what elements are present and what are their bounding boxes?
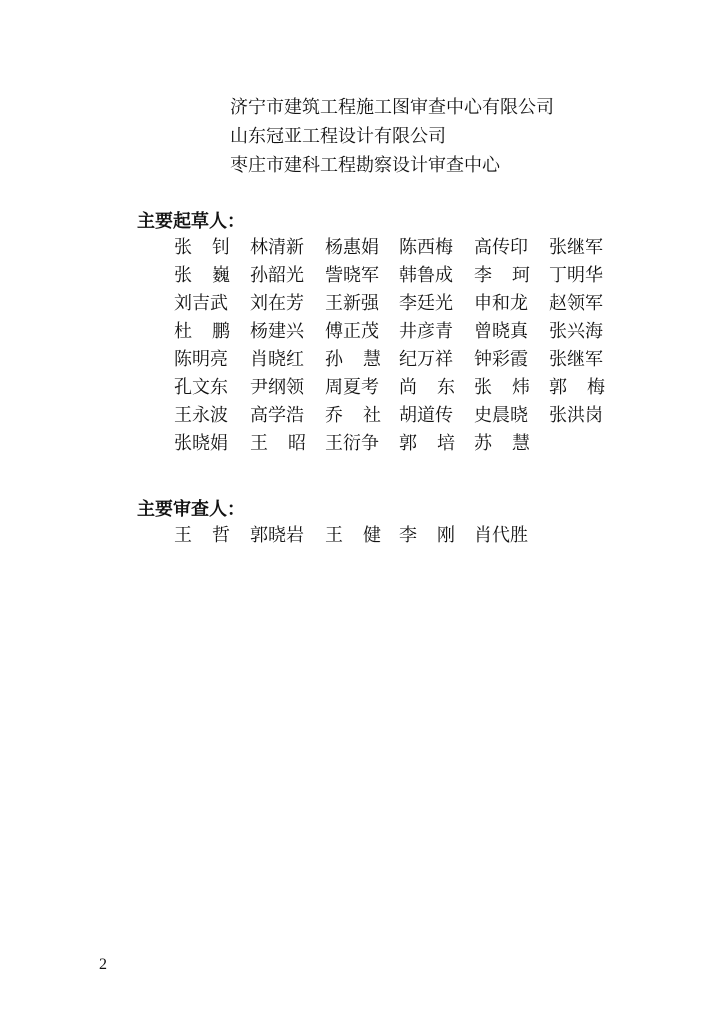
person-name: 訾晓军 bbox=[325, 265, 379, 286]
person-name: 乔 社 bbox=[325, 405, 381, 426]
person-name: 张洪岗 bbox=[549, 405, 603, 426]
person-name: 王永波 bbox=[174, 405, 228, 426]
person-name: 郭晓岩 bbox=[250, 525, 304, 546]
person-name: 苏 慧 bbox=[474, 433, 530, 454]
person-name: 尚 东 bbox=[399, 377, 455, 398]
person-name: 曾晓真 bbox=[474, 321, 528, 342]
person-name: 王 哲 bbox=[174, 525, 230, 546]
person-name: 杜 鹏 bbox=[174, 321, 230, 342]
person-name: 王衍争 bbox=[325, 433, 379, 454]
person-name: 孙韶光 bbox=[250, 265, 304, 286]
person-name: 周夏考 bbox=[325, 377, 379, 398]
person-name: 史晨晓 bbox=[474, 405, 528, 426]
person-name: 王 健 bbox=[325, 525, 381, 546]
person-name: 李 刚 bbox=[399, 525, 455, 546]
person-name: 尹纲领 bbox=[250, 377, 304, 398]
person-name: 杨建兴 bbox=[250, 321, 304, 342]
person-name: 刘吉武 bbox=[174, 293, 228, 314]
drafters-label: 主要起草人： bbox=[137, 211, 245, 232]
organization-list bbox=[230, 93, 554, 180]
organization-line: 济宁市建筑工程施工图审查中心有限公司 bbox=[230, 97, 554, 118]
person-name: 张继军 bbox=[549, 349, 603, 370]
page-number: 2 bbox=[99, 956, 107, 973]
person-name: 陈明亮 bbox=[174, 349, 228, 370]
person-name: 纪万祥 bbox=[399, 349, 453, 370]
person-name: 李廷光 bbox=[399, 293, 453, 314]
person-name: 郭 培 bbox=[399, 433, 455, 454]
person-name: 高学浩 bbox=[250, 405, 304, 426]
person-name: 赵领军 bbox=[549, 293, 603, 314]
person-name: 张兴海 bbox=[549, 321, 603, 342]
person-name: 钟彩霞 bbox=[474, 349, 528, 370]
person-name: 陈西梅 bbox=[399, 237, 453, 258]
person-name: 王 昭 bbox=[250, 433, 306, 454]
person-name: 韩鲁成 bbox=[399, 265, 453, 286]
person-name: 王新强 bbox=[325, 293, 379, 314]
person-name: 申和龙 bbox=[474, 293, 528, 314]
reviewers-label: 主要审查人： bbox=[137, 499, 245, 520]
person-name: 傅正茂 bbox=[325, 321, 379, 342]
organization-line: 山东冠亚工程设计有限公司 bbox=[230, 126, 446, 147]
person-name: 张 钊 bbox=[174, 237, 230, 258]
person-name: 张 炜 bbox=[474, 377, 530, 398]
person-name: 张 巍 bbox=[174, 265, 230, 286]
person-name: 张继军 bbox=[549, 237, 603, 258]
person-name: 胡道传 bbox=[399, 405, 453, 426]
person-name: 李 珂 bbox=[474, 265, 530, 286]
person-name: 肖晓红 bbox=[250, 349, 304, 370]
person-name: 井彦青 bbox=[399, 321, 453, 342]
organization-line: 枣庄市建科工程勘察设计审查中心 bbox=[230, 155, 500, 176]
person-name: 杨惠娟 bbox=[325, 237, 379, 258]
person-name: 郭 梅 bbox=[549, 377, 605, 398]
person-name: 孔文东 bbox=[174, 377, 228, 398]
person-name: 林清新 bbox=[250, 237, 304, 258]
person-name: 高传印 bbox=[474, 237, 528, 258]
person-name: 刘在芳 bbox=[250, 293, 304, 314]
person-name: 孙 慧 bbox=[325, 349, 381, 370]
person-name: 肖代胜 bbox=[474, 525, 528, 546]
person-name: 张晓娟 bbox=[174, 433, 228, 454]
person-name: 丁明华 bbox=[549, 265, 603, 286]
